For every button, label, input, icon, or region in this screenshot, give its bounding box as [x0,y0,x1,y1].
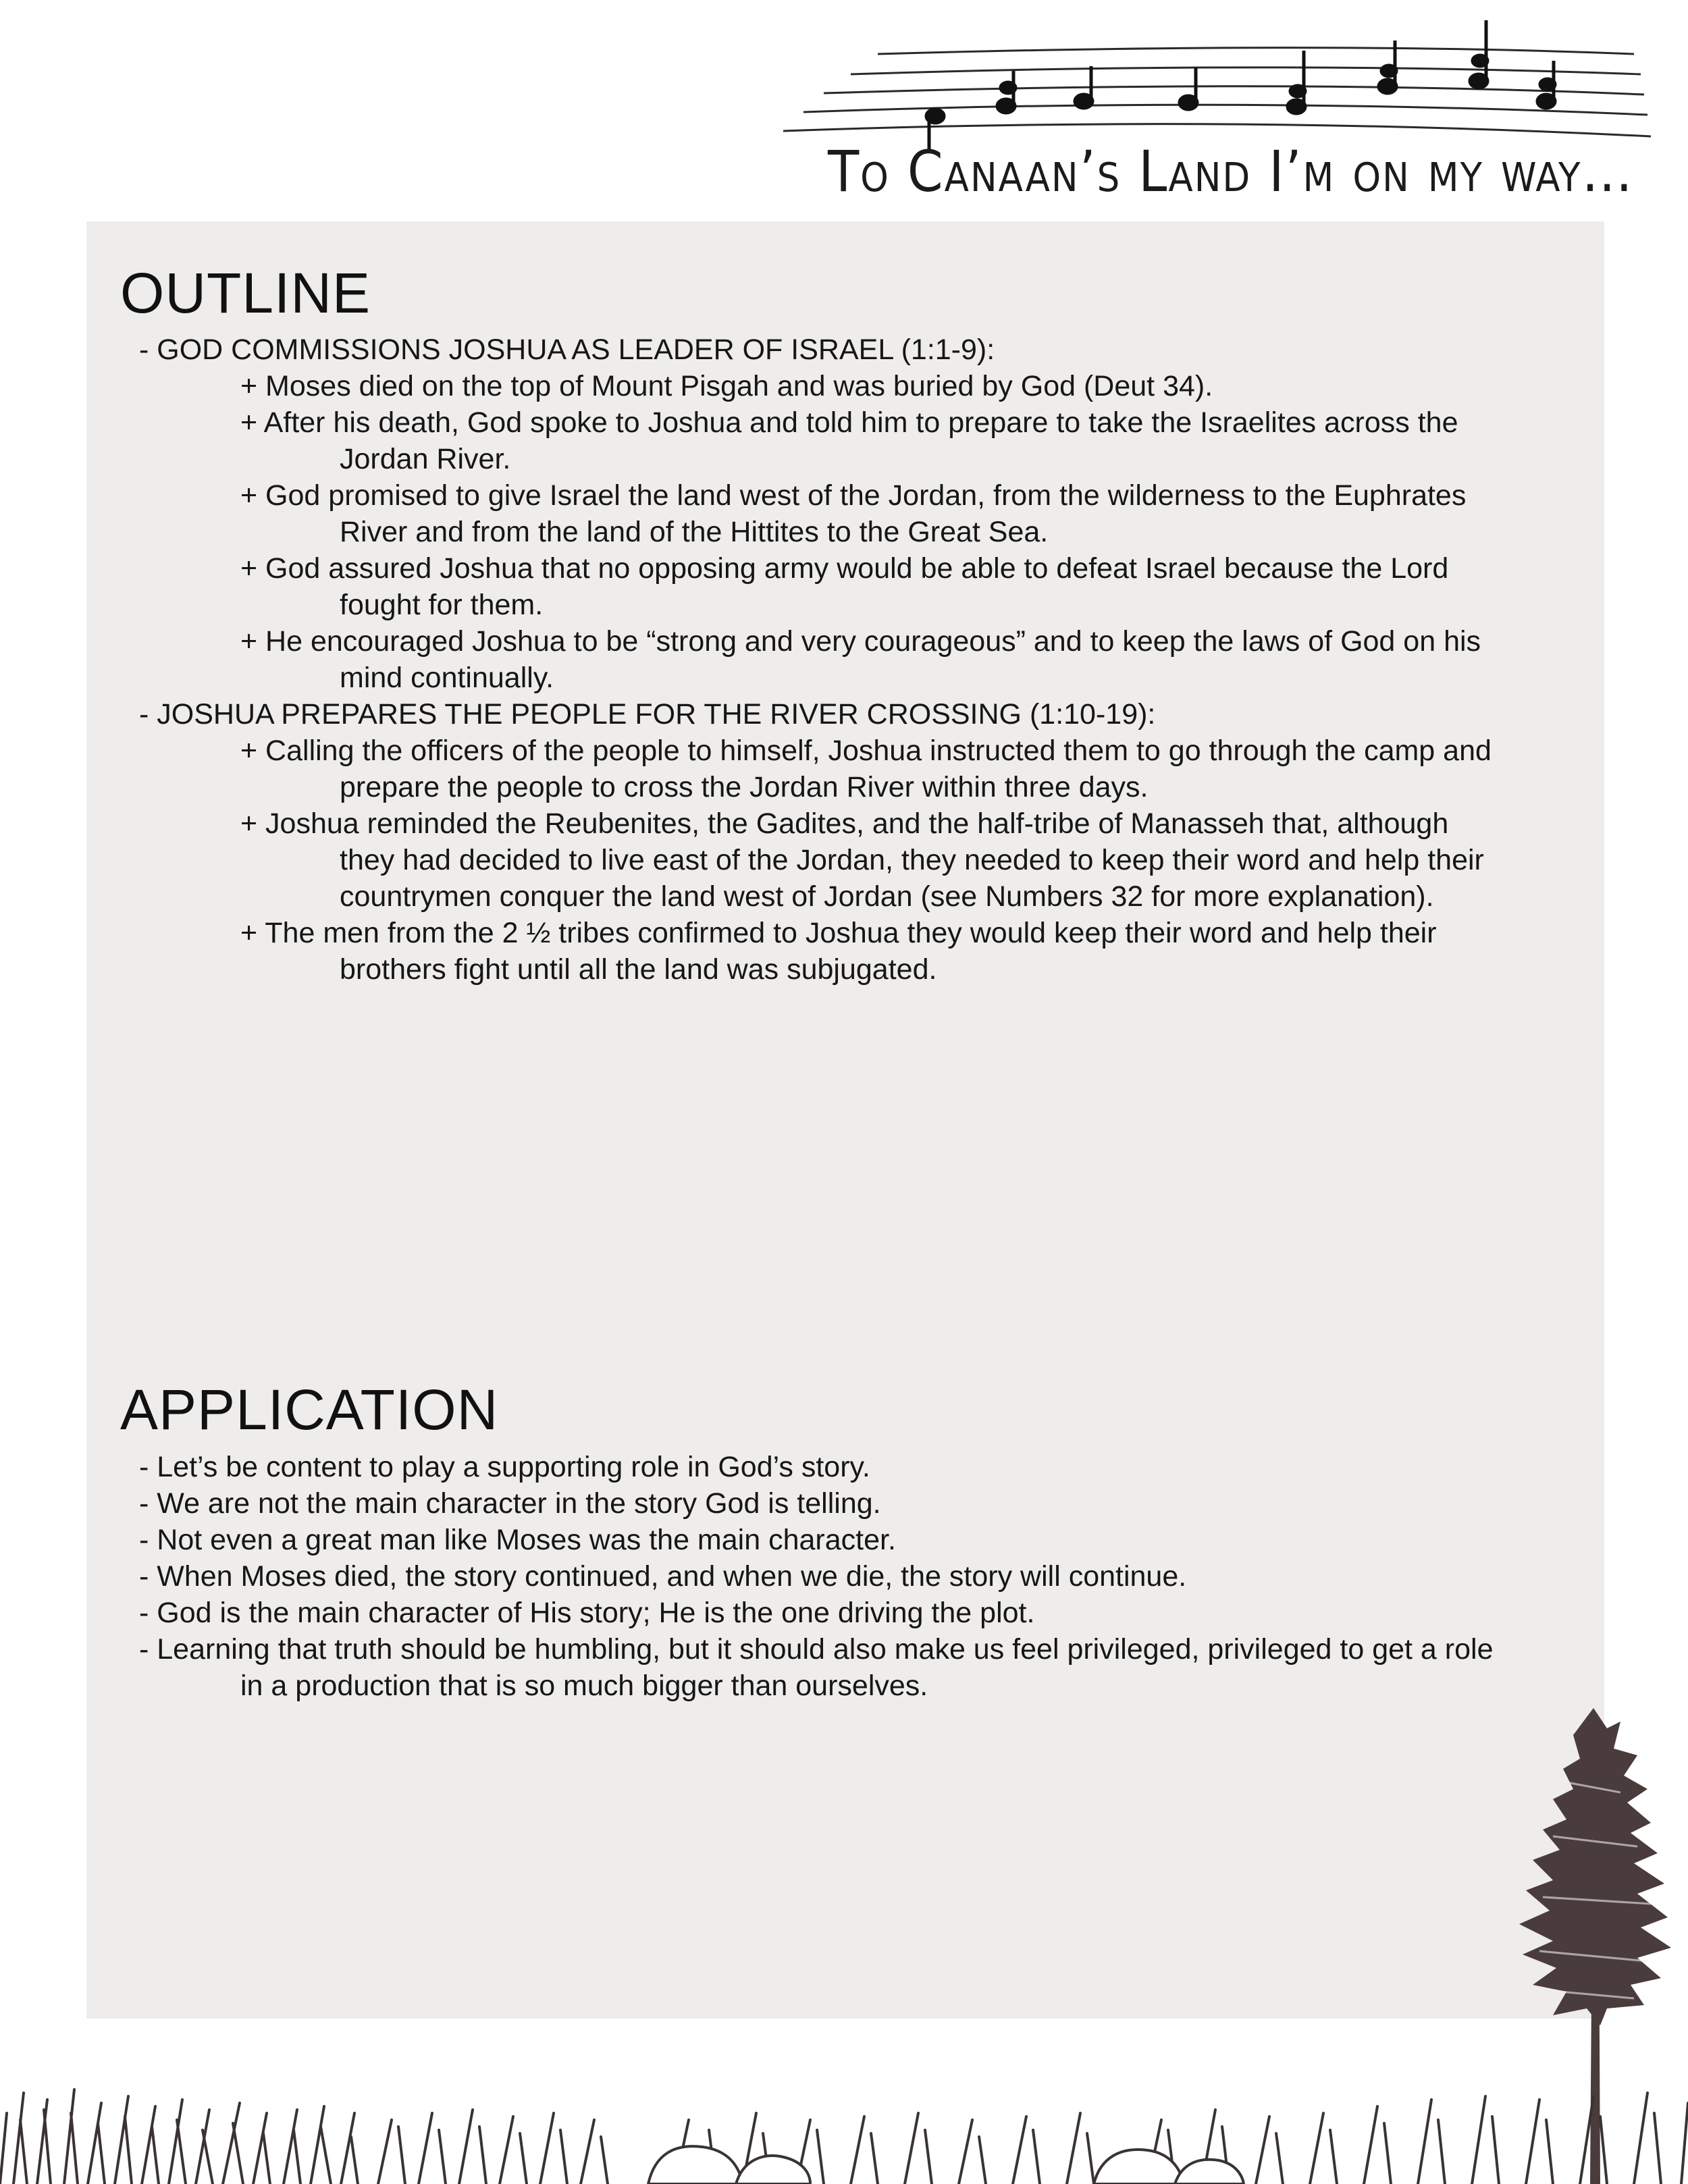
outline-line: Jordan River. [340,443,511,475]
outline-line: + Joshua reminded the Reubenites, the Gadites, and the half-tribe of Manasseh that, although [240,807,1449,840]
outline-line: + God assured Joshua that no opposing army would be able to defeat Israel because the Lord [240,552,1449,585]
grass-and-rocks-icon [0,2073,1688,2184]
application-line: - God is the main character of His story; He is the one driving the plot. [139,1597,1035,1629]
application-list [86,1449,1604,1704]
outline-line: River and from the land of the Hittites to the Great Sea. [340,516,1049,548]
application-line: - When Moses died, the story continued, and when we die, the story will continue. [139,1560,1187,1593]
outline-heading: OUTLINE [120,261,371,325]
outline-line: brothers fight until all the land was subjugated. [340,953,937,986]
application-line: - Let’s be content to play a supporting role in God’s story. [139,1451,870,1483]
header-tagline: To Canaan’s Land I’m on my way… [827,138,1634,205]
application-line: - We are not the main character in the story God is telling. [139,1487,881,1520]
outline-line: prepare the people to cross the Jordan River within three days. [340,771,1149,803]
outline-line: + The men from the 2 ½ tribes confirmed to Joshua they would keep their word and help their [240,917,1437,949]
outline-line: mind continually. [340,662,554,694]
application-line: - Not even a great man like Moses was the main character. [139,1524,896,1556]
application-heading: APPLICATION [120,1378,499,1441]
outline-line: countrymen conquer the land west of Jordan (see Numbers 32 for more explanation). [340,880,1434,913]
application-line: in a production that is so much bigger than ourselves. [240,1670,928,1702]
outline-line: fought for them. [340,589,544,621]
outline-line: + Calling the officers of the people to himself, Joshua instructed them to go through the camp and [240,735,1492,767]
content-panel [86,221,1604,2019]
outline-line: - JOSHUA PREPARES THE PEOPLE FOR THE RIVER CROSSING (1:10-19): [139,698,1156,730]
outline-line: + After his death, God spoke to Joshua and told him to prepare to take the Israelites across the [240,406,1458,439]
outline-line: - GOD COMMISSIONS JOSHUA AS LEADER OF ISRAEL (1:1-9): [139,334,995,366]
outline-list [86,331,1604,988]
application-line: - Learning that truth should be humbling, but it should also make us feel privileged, privileged to get a role [139,1633,1494,1666]
outline-line: they had decided to live east of the Jordan, they needed to keep their word and help their [340,844,1484,876]
outline-line: + God promised to give Israel the land west of the Jordan, from the wilderness to the Euphrates [240,479,1467,512]
outline-line: + Moses died on the top of Mount Pisgah and was buried by God (Deut 34). [240,370,1213,402]
outline-line: + He encouraged Joshua to be “strong and very courageous” and to keep the laws of God on his [240,625,1481,658]
